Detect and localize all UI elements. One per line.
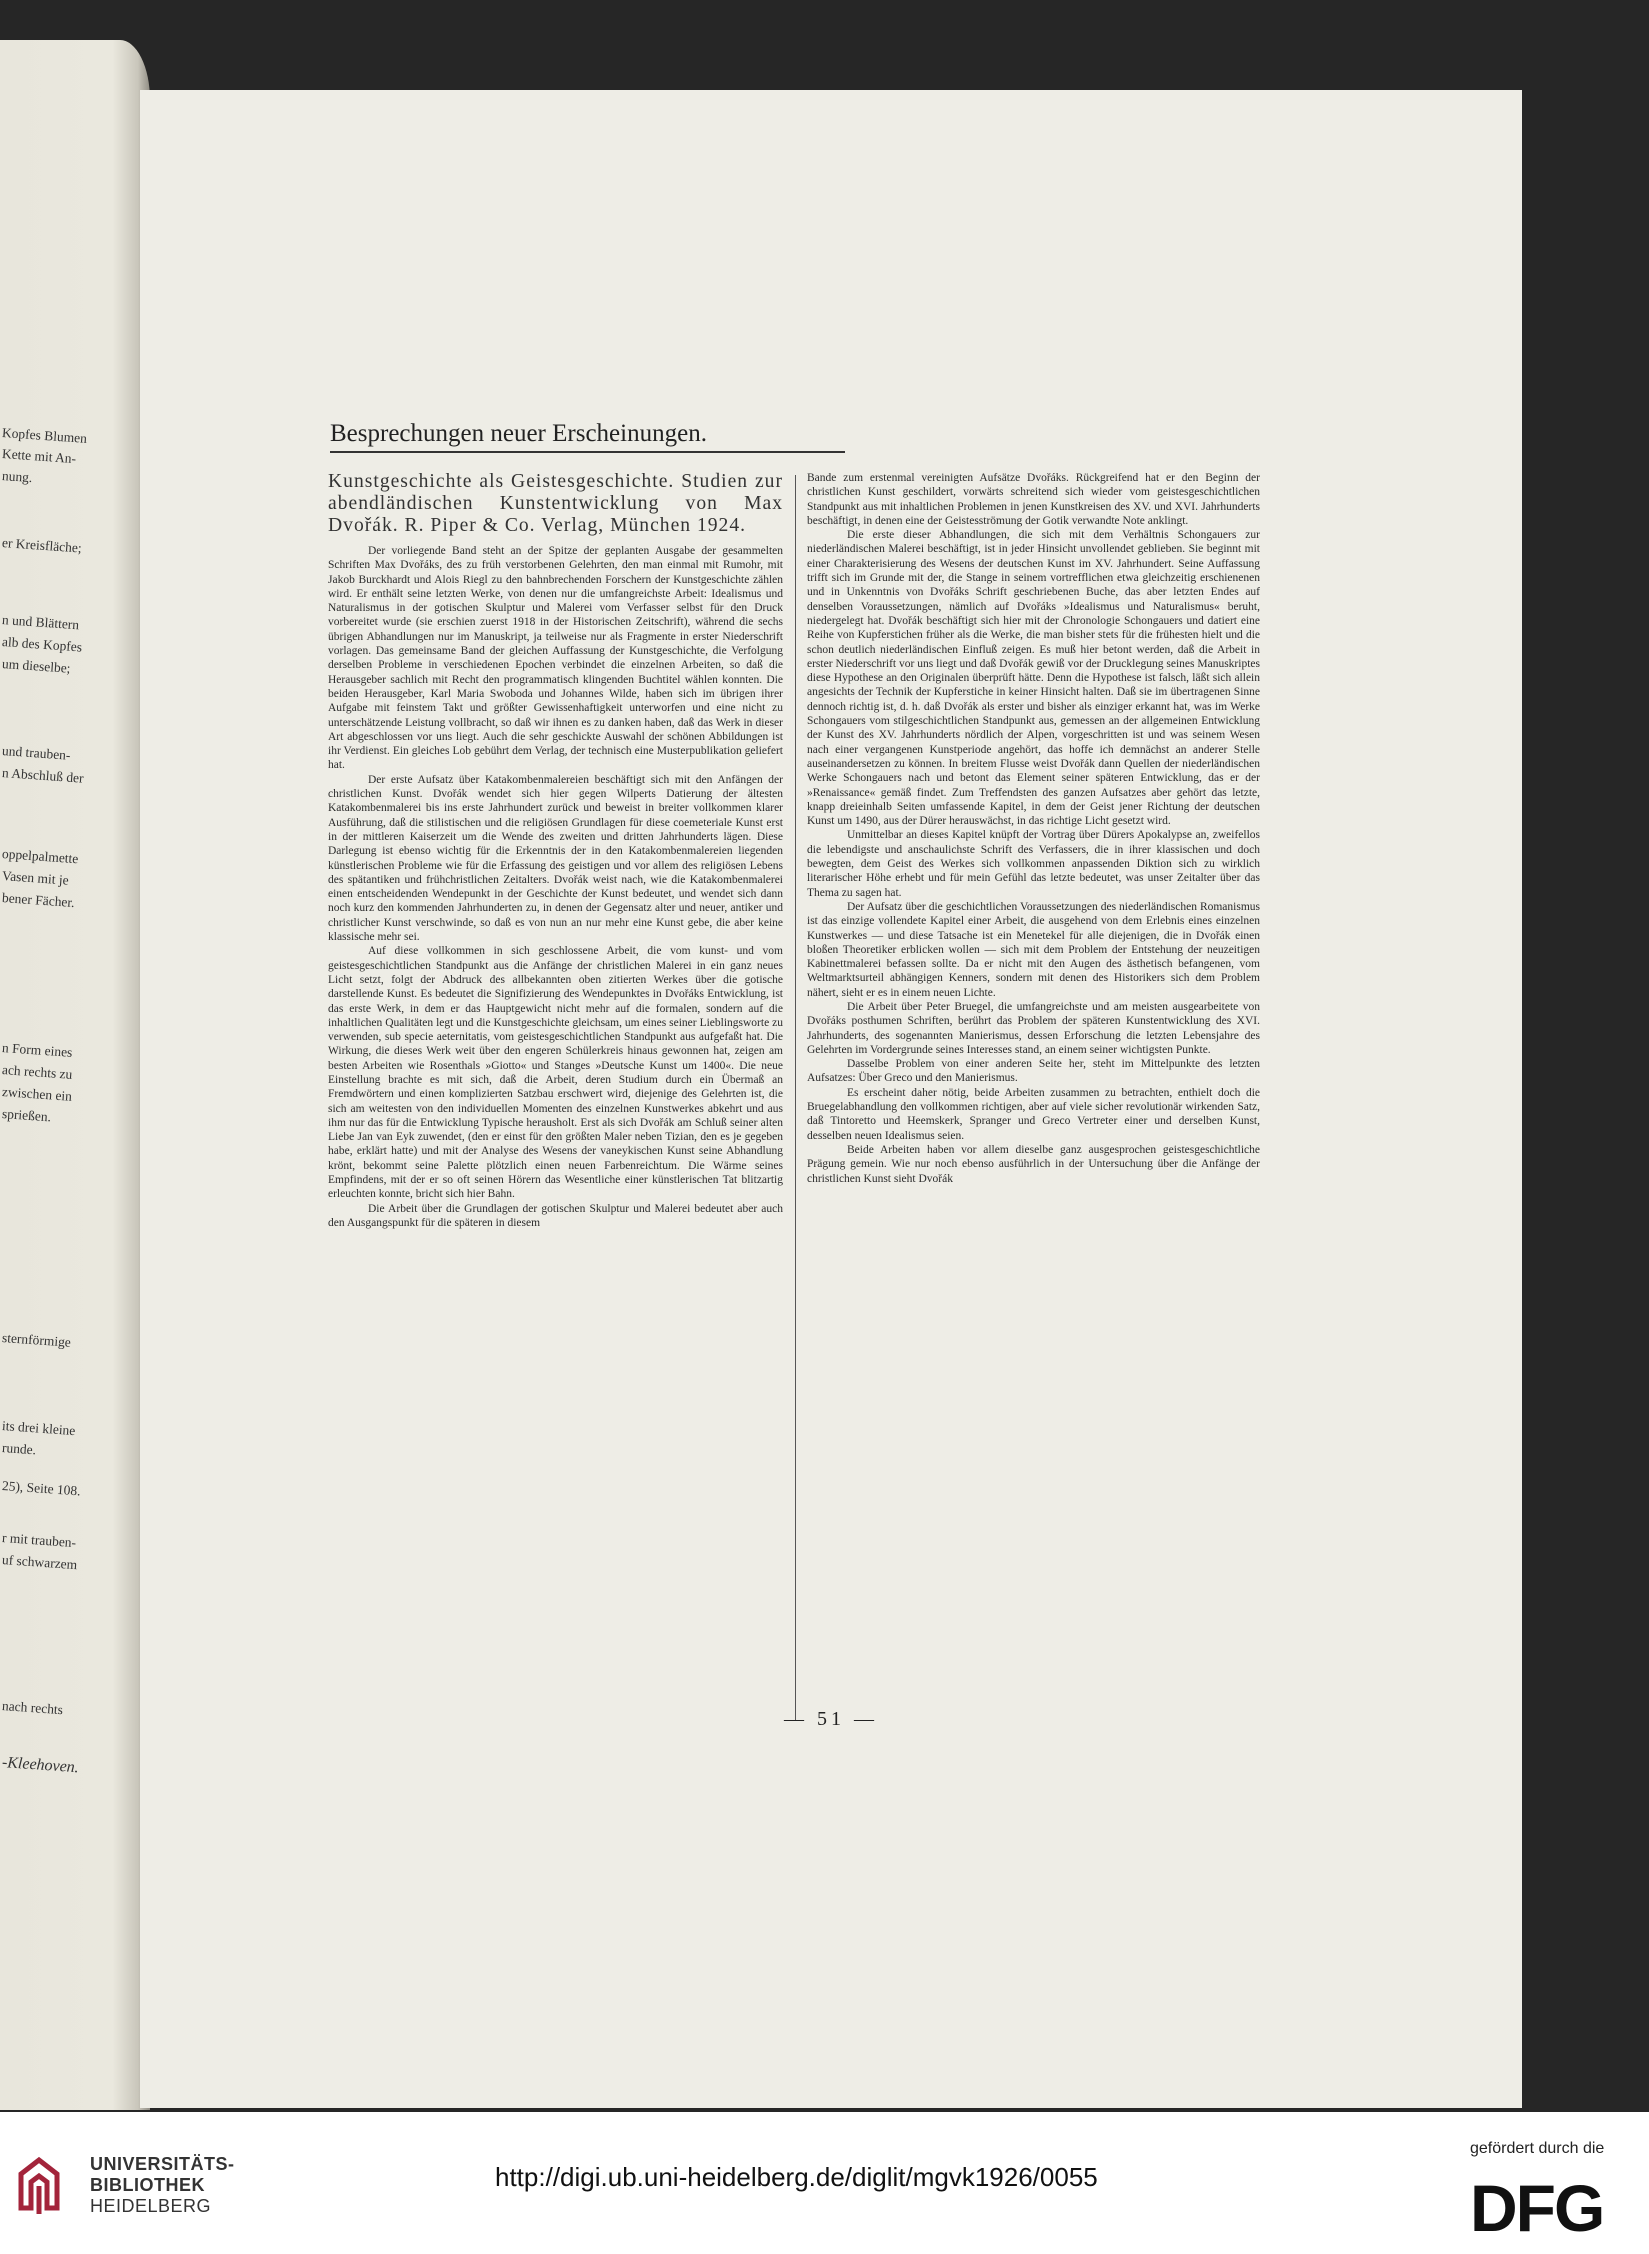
paragraph: Beide Arbeiten haben vor allem dieselbe ganz ausgesprochen geistesgeschichtliche Prägung gemein. Wie nur noch ebenso ausführlich in der Untersuchung über die Anfänge der christlichen Kunst sieht Dvořák [807, 1143, 1260, 1185]
paragraph: Die Arbeit über die Grundlagen der gotischen Skulptur und Malerei bedeutet aber auch den Ausgangspunkt für die späteren in diesem [328, 1202, 783, 1229]
left-page-edge [0, 40, 150, 2110]
column-divider [795, 475, 796, 1720]
left-page-fragment: nach rechts [1, 1698, 64, 1718]
paragraph: Auf diese vollkommen in sich geschlossene Arbeit, die vom kunst- und vom geistesgeschichtlichen Standpunkt aus die Anfänge der christlichen Malerei in ein ganz neues Licht setzt, folgt der Abdruck des allbekannten oben zitierten Werkes über die gotische darstellende Kunst. Es bedeutet die Signifizierung des Wendepunktes in Dvořáks Entwicklung, ist das erste Werk, in dem er das Hauptgewicht nicht mehr auf die formalen, sondern auf die inhaltlichen Qualitäten legt und die Kunstgeschichte gleichsam, um eines seiner Lieblingsworte zu verwenden, sub specie aeternitatis, vom geistesgeschichtlichen Standpunkt aus aufgefaßt hat. Die Wirkung, die dieses Werk weit über den engeren Schülerkreis hinaus gewonnen hat, zeigen am besten Arbeiten wie Rosenthals »Giotto« und Stanges »Deutsche Kunst um 1400«. Die neue Einstellung brachte es mit sich, daß die Arbeit, deren Studium durch ein Übermaß an Fremdwörtern und einen komplizierten Satzbau erschwert wird, diejenige des Gelehrten ist, die sich am weitesten von den individuellen Momenten des einzelnen Kunstwerkes abkehrt und aus ihm nur das für die Entwicklung Typische herausholt. Erst als sich Dvořák am Schluß seiner alten Liebe Jan van Eyk zuwendet, (den er einst für den größten Maler neben Tizian, den es je gegeben habe, erklärt hatte) und mit der Analyse des Wesens der vaneykischen Kunst seine Abhandlung krönt, bekommt seine Palette plötzlich einen neuen Farbenreichtum. Die Wärme seines Empfindens, mit der er so oft seinen Hörern das Wesentliche einer künstlerischen Tat blitzartig erleuchten konnte, bricht sich hier Bahn. [328, 945, 783, 1201]
paragraph: Der erste Aufsatz über Katakombenmalereien beschäftigt sich mit den Anfängen der christlichen Kunst. Dvořák wendet sich hier gegen Wilperts Datierung der ältesten Katakombenmalerei bis ins erste Jahrhundert zurück und beweist in breiter vollkommen klarer Ausführung, daß die stilistischen und die religiösen Grundlagen für diese coemeteriale Kunst erst in der mittleren Kaiserzeit um die Wende des zweiten und dritten Jahrhunderts lägen. Diese Darlegung ist ebenso wichtig für die Erkenntnis der in den Katakombenmalereien liegenden künstlerischen Probleme wie für die Erfassung des geistigen und vor allem des religiösen Lebens des spätantiken und frühchristlichen Zeitalters. Dvořák weist nach, wie die Katakombenmalerei einen entscheidenden Wendepunkt in der Geschichte der Kunst bedeutet, und wendet sich dann noch kurz den kommenden Jahrhunderten zu, in denen der Gegensatz alter und neuer, antiker und christlicher Kunst verschwinde, so daß es von nun an nur mehr eine Kunst gebe, die aber keine klassische mehr sei. [328, 773, 783, 944]
footer-bar [0, 2112, 1649, 2254]
left-page-fragment: 25), Seite 108. [1, 1478, 82, 1499]
paragraph: Der vorliegende Band steht an der Spitze der geplanten Ausgabe der gesammelten Schriften Max Dvořáks, des zu früh verstorbenen Gelehrten, den man einmal mit Rumohr, mit Jakob Burckhardt und Alois Riegl zu den bahnbrechenden Forschern der Kunstgeschichte zählen wird. Er enthält seine letzten Werke, von denen nur die umfangreichste Arbeit: Idealismus und Naturalismus in der gotischen Skulptur und Malerei vom Verfasser selbst für den Druck vorbereitet wurde (sie erschien zuerst 1918 in der Historischen Zeitschrift), während die sechs übrigen Abhandlungen nur im Manuskript, ja teilweise nur als Fragmente in erster Niederschrift vorlagen. Das gemeinsame Band der gleichen Auffassung der Kunstgeschichte, die Verfolgung derselben Probleme in verschiedenen Epochen verbindet die einzelnen Arbeiten, so daß die Herausgeber sachlich mit Recht den programmatisch klingenden Buchtitel wählen konnten. Die beiden Herausgeber, Karl Maria Swoboda und Johannes Wilde, haben sich im übrigen ihrer Aufgabe mit feinstem Takt und größter Gewissenhaftigkeit unterworfen und eine nicht zu unterschätzende Leistung vollbracht, so daß wir ihnen es zu danken haben, daß das Werk in dieser Art abgeschlossen vor uns liegt. Auch die sehr geschickte Auswahl der schönen Abbildungen ist ihr Verdienst. Ein gleiches Lob gebührt dem Verlag, der technisch eine Musterpublikation geliefert hat. [328, 545, 783, 772]
left-page-fragment: runde. [1, 1440, 37, 1458]
heading-underline [330, 451, 845, 453]
left-page-fragment: sternförmige [1, 1330, 72, 1350]
left-page-fragment: alb des Kopfes [1, 634, 83, 655]
library-name-line3: HEIDELBERG [90, 2196, 212, 2216]
left-page-fragment: n Form eines [1, 1040, 73, 1060]
paragraph: Der Aufsatz über die geschichtlichen Voraussetzungen des niederländischen Romanismus ist das einzige vollendete Kapitel einer Arbeit, die ausgehend von dem Erlebnis eines einzelnen Kunstwerkes — und diese Tatsache ist ein Menetekel für alle diejenigen, die in Dvořák einen bloßen Theoretiker erblicken wollen — sich mit dem Problem der Entstehung der neuzeitigen Kabinettmalerei befassen sollte. Da er nicht mit den Augen des ästhetisch befangenen, vom Weltmarktsurteil abhängigen Kenners, sondern mit denen des Historikers sich dem Problem nähert, sieht er es in einem neuen Lichte. [807, 900, 1260, 999]
paragraph: Dasselbe Problem von einer anderen Seite her, steht im Mittelpunkte des letzten Aufsatzes: Über Greco und den Manierismus. [807, 1058, 1260, 1085]
left-page-fragment: Kette mit An- [1, 446, 77, 467]
left-page-fragment: um dieselbe; [1, 656, 72, 676]
dfg-logo[interactable]: DFG [1470, 2171, 1604, 2245]
left-page-fragment: sprießen. [1, 1106, 52, 1125]
left-page-fragment: n Abschluß der [1, 765, 85, 786]
library-name-line2: BIBLIOTHEK [90, 2175, 205, 2195]
library-name-line1: UNIVERSITÄTS- [90, 2154, 235, 2174]
section-heading: Besprechungen neuer Erscheinungen. [330, 420, 707, 447]
left-page-fragment: -Kleehoven. [1, 1754, 80, 1777]
paragraph: Die Arbeit über Peter Bruegel, die umfangreichste und am meisten ausgearbeitete von Dvořáks posthumen Schriften, berührt das Problem der späteren Kunstentwicklung des XVI. Jahrhunderts, des sogenannten Manierismus, dessen Erforschung die letzten Lebensjahre des Gelehrten im Vordergrunde seines Interesses stand, an einem seiner wichtigsten Punkte. [807, 1000, 1260, 1056]
paragraph: Unmittelbar an dieses Kapitel knüpft der Vortrag über Dürers Apokalypse an, zweifellos die lebendigste und anschaulichste Schrift des Verfassers, die in ihrer klassischen und doch bewegten, dem Geist des Werkes sich vollkommen anpassenden Diktion sich zu wirklich literarischer Höhe erhebt und für mein Gefühl das letzte bedeutet, was unser Zeitalter über das Thema zu sagen hat. [807, 829, 1260, 899]
left-page-fragment: r mit trauben- [1, 1530, 77, 1551]
review-title: Kunstgeschichte als Geistesgeschichte. Studien zur abendländischen Kunstentwicklung von Max Dvořák. R. Piper & Co. Verlag, München 1924. [328, 471, 783, 536]
funding-caption: gefördert durch die [1470, 2140, 1605, 2157]
paragraph: Bande zum erstenmal vereinigten Aufsätze Dvořáks. Rückgreifend hat er den Beginn der christlichen Kunst geschildert, vorwärts schreitend sich wieder vom geistesgeschichtlichen Standpunkt aus mit inhaltlichen Problemen in jenen Kunstkreisen des XV. und XVI. Jahrhunderts beschäftigt, in denen eine der Geistesströmung der Gotik verwandte Note anklingt. [807, 472, 1260, 527]
library-logo-icon[interactable] [17, 2156, 67, 2216]
paragraph: Die erste dieser Abhandlungen, die sich mit dem Verhältnis Schongauers zur niederländischen Malerei beschäftigt, ist in jeder Hinsicht unvollendet geblieben. Sie beginnt mit einer Charakterisierung des Wesens der deutschen Kunst im XV. Jahrhundert. Seine Auffassung trifft sich im Grunde mit der, die Stange in seinem vortrefflichen etwa gleichzeitig erschienenen und in Unkenntnis von Dvořáks Schrift geschriebenen Buche, das aber letzten Endes auf denselben Voraussetzungen, nämlich auf Dvořáks »Idealismus und Naturalismus« beruht, niedergelegt hat. Dvořák beschäftigt sich hier mit der Chronologie Schongauers und datiert eine Reihe von Kupferstichen früher als die Werke, die man bisher stets für die frühesten hielt und die schon deutlich niederländischen Einfluß zeigen. Es muß hier betont werden, daß die Arbeit in erster Niederschrift vor uns liegt und daß Dvořák gewiß vor der Drucklegung seines Manuskriptes diese Hypothese an den Originalen überprüft hätte. Denn die Hypothese ist falsch, läßt sich allein angesichts der Technik der Kupferstiche in keiner Hinsicht halten. Daß sie im übertragenen Sinne dennoch richtig ist, d. h. daß Dvořák als erster und bisher als einziger erkannt hat, was im Werke Schongauers vom stilgeschichtlichen Standpunkt aus, gemessen an der allgemeinen Entwicklung der Kunst des XV. Jahrhunderts nördlich der Alpen, vorgeschritten ist und was seinem Wesen nach einer vergangenen Kunstperiode angehört, das hoffe ich demnächst an anderer Stelle auseinandersetzen zu können. In breitem Flusse weist Dvořák dann Quellen der niederländischen Werke Schongauers nach und betont das Element seiner späteren Entwicklung, das er der »Renaissance« gemäß findet. Zum Treffendsten des ganzen Aufsatzes aber gehört das letzte, knapp dreieinhalb Seiten umfassende Kapitel, in dem der Geist jener Richtung der deutschen Kunst um 1490, aus der Dürer herauswächst, in das richtige Licht gesetzt wird. [807, 529, 1260, 828]
left-page-fragment: Kopfes Blumen [1, 425, 88, 446]
permalink-url[interactable]: http://digi.ub.uni-heidelberg.de/diglit/mgvk1926/0055 [495, 2162, 1098, 2192]
left-page-fragment: nung. [1, 468, 33, 486]
left-page-fragment: its drei kleine [1, 1418, 76, 1439]
text-column-left [328, 471, 783, 1230]
left-page-fragment: bener Fächer. [1, 890, 76, 911]
paragraph: Es erscheint daher nötig, beide Arbeiten zusammen zu betrachten, enthielt doch die Bruegelabhandlung den vollkommen richtigen, aber auf viele sicher revolutionär wirkenden Satz, daß Tintoretto und Heemskerk, Spranger und Greco Vertreter einer und derselben Kunst, desselben neuen Idealismus seien. [807, 1086, 1260, 1142]
left-page-fragment: Vasen mit je [1, 868, 70, 888]
page-number: — 51 — [784, 1708, 878, 1730]
left-page-fragment: und trauben- [1, 743, 72, 763]
text-column-right [807, 471, 1260, 1186]
left-page-fragment: zwischen ein [1, 1084, 73, 1104]
left-page-fragment: n und Blättern [1, 612, 80, 633]
left-page-fragment: uf schwarzem [1, 1552, 78, 1573]
right-page [140, 90, 1522, 2108]
left-page-fragment: oppelpalmette [1, 846, 79, 867]
left-page-fragment: ach rechts zu [1, 1062, 73, 1082]
left-page-fragment: er Kreisfläche; [1, 535, 83, 556]
